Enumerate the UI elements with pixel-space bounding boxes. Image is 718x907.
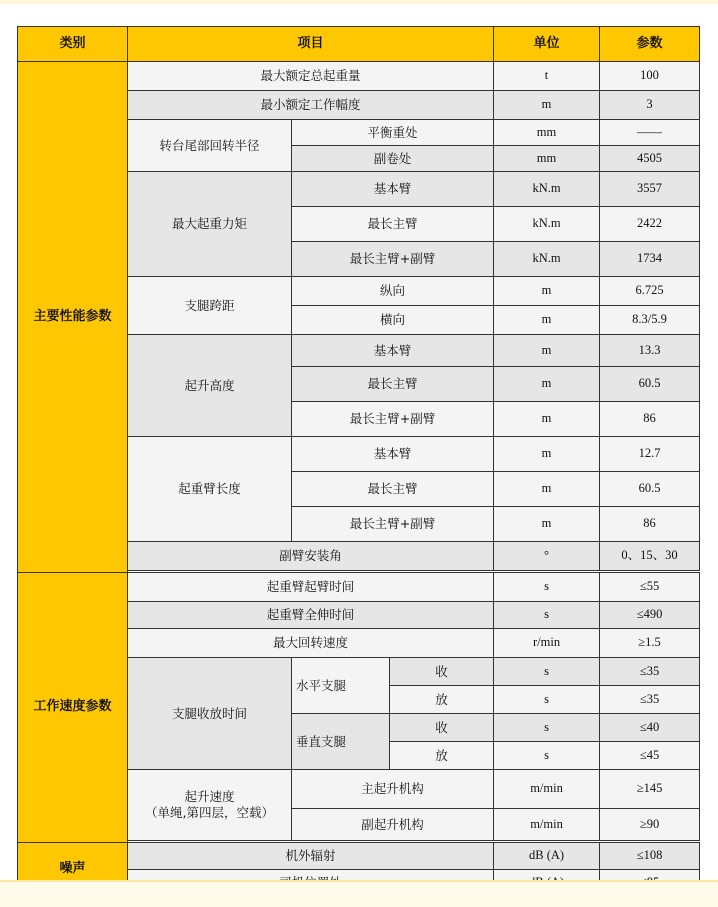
row-label: 最长主臂+副臂 xyxy=(292,507,494,542)
row-unit: m xyxy=(494,367,600,402)
row-value: ≥1.5 xyxy=(600,629,700,658)
row-label: 收 xyxy=(390,714,494,742)
row-unit: dB (A) xyxy=(494,843,600,870)
header-category: 类别 xyxy=(18,27,128,62)
row-unit: m xyxy=(494,306,600,335)
row-value: ≤45 xyxy=(600,742,700,770)
row-unit: kN.m xyxy=(494,207,600,242)
row-unit: s xyxy=(494,742,600,770)
row-label: 机外辐射 xyxy=(128,843,494,870)
row-value: 86 xyxy=(600,507,700,542)
group-label xyxy=(128,770,292,841)
group-label: 最大起重力矩 xyxy=(128,172,292,277)
row-value: —— xyxy=(600,120,700,146)
row-value: 4505 xyxy=(600,146,700,172)
row-label: 放 xyxy=(390,686,494,714)
header-item: 项目 xyxy=(128,27,494,62)
row-label: 最大额定总起重量 xyxy=(128,62,494,91)
row-label: 放 xyxy=(390,742,494,770)
hoist-speed-label: 起升速度 xyxy=(184,789,235,805)
table-row xyxy=(18,573,700,602)
group-label: 支腿收放时间 xyxy=(128,658,292,770)
row-label: 最长主臂 xyxy=(292,367,494,402)
row-unit: m xyxy=(494,472,600,507)
row-label: 收 xyxy=(390,658,494,686)
row-label: 基本臂 xyxy=(292,335,494,367)
subgroup-label: 水平支腿 xyxy=(292,658,390,714)
row-unit: m xyxy=(494,437,600,472)
row-unit: m/min xyxy=(494,809,600,841)
row-value: ≤40 xyxy=(600,714,700,742)
group-label: 起重臂长度 xyxy=(128,437,292,542)
row-value: 86 xyxy=(600,402,700,437)
row-unit: t xyxy=(494,62,600,91)
row-value: 2422 xyxy=(600,207,700,242)
row-unit: s xyxy=(494,573,600,602)
row-label: 副臂安装角 xyxy=(128,542,494,571)
row-unit: mm xyxy=(494,120,600,146)
header-row xyxy=(18,27,700,62)
row-unit: m/min xyxy=(494,770,600,809)
row-unit: m xyxy=(494,335,600,367)
row-value: ≥145 xyxy=(600,770,700,809)
row-value: 6.725 xyxy=(600,277,700,306)
row-unit: m xyxy=(494,507,600,542)
row-unit: m xyxy=(494,402,600,437)
row-value: 13.3 xyxy=(600,335,700,367)
row-label: 最长主臂+副臂 xyxy=(292,402,494,437)
section-noise-label: 噪声 xyxy=(18,843,128,897)
row-value: 8.3/5.9 xyxy=(600,306,700,335)
section-speed-label: 工作速度参数 xyxy=(18,573,128,843)
row-label: 纵向 xyxy=(292,277,494,306)
row-label: 最长主臂 xyxy=(292,472,494,507)
row-value: 60.5 xyxy=(600,472,700,507)
row-unit: ° xyxy=(494,542,600,571)
row-label: 副起升机构 xyxy=(292,809,494,841)
row-unit: kN.m xyxy=(494,172,600,207)
row-unit: m xyxy=(494,277,600,306)
group-label: 起升高度 xyxy=(128,335,292,437)
row-value: ≤490 xyxy=(600,602,700,629)
row-value: 0、15、30 xyxy=(600,542,700,571)
subgroup-label: 垂直支腿 xyxy=(292,714,390,770)
row-value: ≤35 xyxy=(600,686,700,714)
row-label: 副卷处 xyxy=(292,146,494,172)
row-unit: m xyxy=(494,91,600,120)
group-label: 转台尾部回转半径 xyxy=(128,120,292,172)
bottom-band xyxy=(0,880,718,907)
row-value: 12.7 xyxy=(600,437,700,472)
row-value: ≤55 xyxy=(600,573,700,602)
bottom-line xyxy=(0,880,718,882)
row-value: 1734 xyxy=(600,242,700,277)
row-label: 起重臂起臂时间 xyxy=(128,573,494,602)
row-value: ≥90 xyxy=(600,809,700,841)
row-label: 最小额定工作幅度 xyxy=(128,91,494,120)
row-unit: s xyxy=(494,658,600,686)
row-unit: mm xyxy=(494,146,600,172)
row-unit: kN.m xyxy=(494,242,600,277)
row-unit: r/min xyxy=(494,629,600,658)
spec-table xyxy=(17,26,700,897)
row-value: 100 xyxy=(600,62,700,91)
row-value: ≤108 xyxy=(600,843,700,870)
row-label: 基本臂 xyxy=(292,172,494,207)
row-label: 横向 xyxy=(292,306,494,335)
section-main-label: 主要性能参数 xyxy=(18,62,128,573)
row-unit: s xyxy=(494,602,600,629)
row-label: 基本臂 xyxy=(292,437,494,472)
hoist-speed-note: （单绳,第四层，空载） xyxy=(145,805,274,820)
row-label: 最长主臂+副臂 xyxy=(292,242,494,277)
row-value: 3557 xyxy=(600,172,700,207)
row-value: 3 xyxy=(600,91,700,120)
table-row xyxy=(18,843,700,870)
row-label: 起重臂全伸时间 xyxy=(128,602,494,629)
row-unit: s xyxy=(494,714,600,742)
header-unit: 单位 xyxy=(494,27,600,62)
row-value: ≤35 xyxy=(600,658,700,686)
row-unit: s xyxy=(494,686,600,714)
table-row xyxy=(18,62,700,91)
row-label: 平衡重处 xyxy=(292,120,494,146)
top-band xyxy=(0,0,718,4)
row-label: 最大回转速度 xyxy=(128,629,494,658)
group-label: 支腿跨距 xyxy=(128,277,292,335)
row-label: 最长主臂 xyxy=(292,207,494,242)
row-label: 主起升机构 xyxy=(292,770,494,809)
header-param: 参数 xyxy=(600,27,700,62)
row-value: 60.5 xyxy=(600,367,700,402)
